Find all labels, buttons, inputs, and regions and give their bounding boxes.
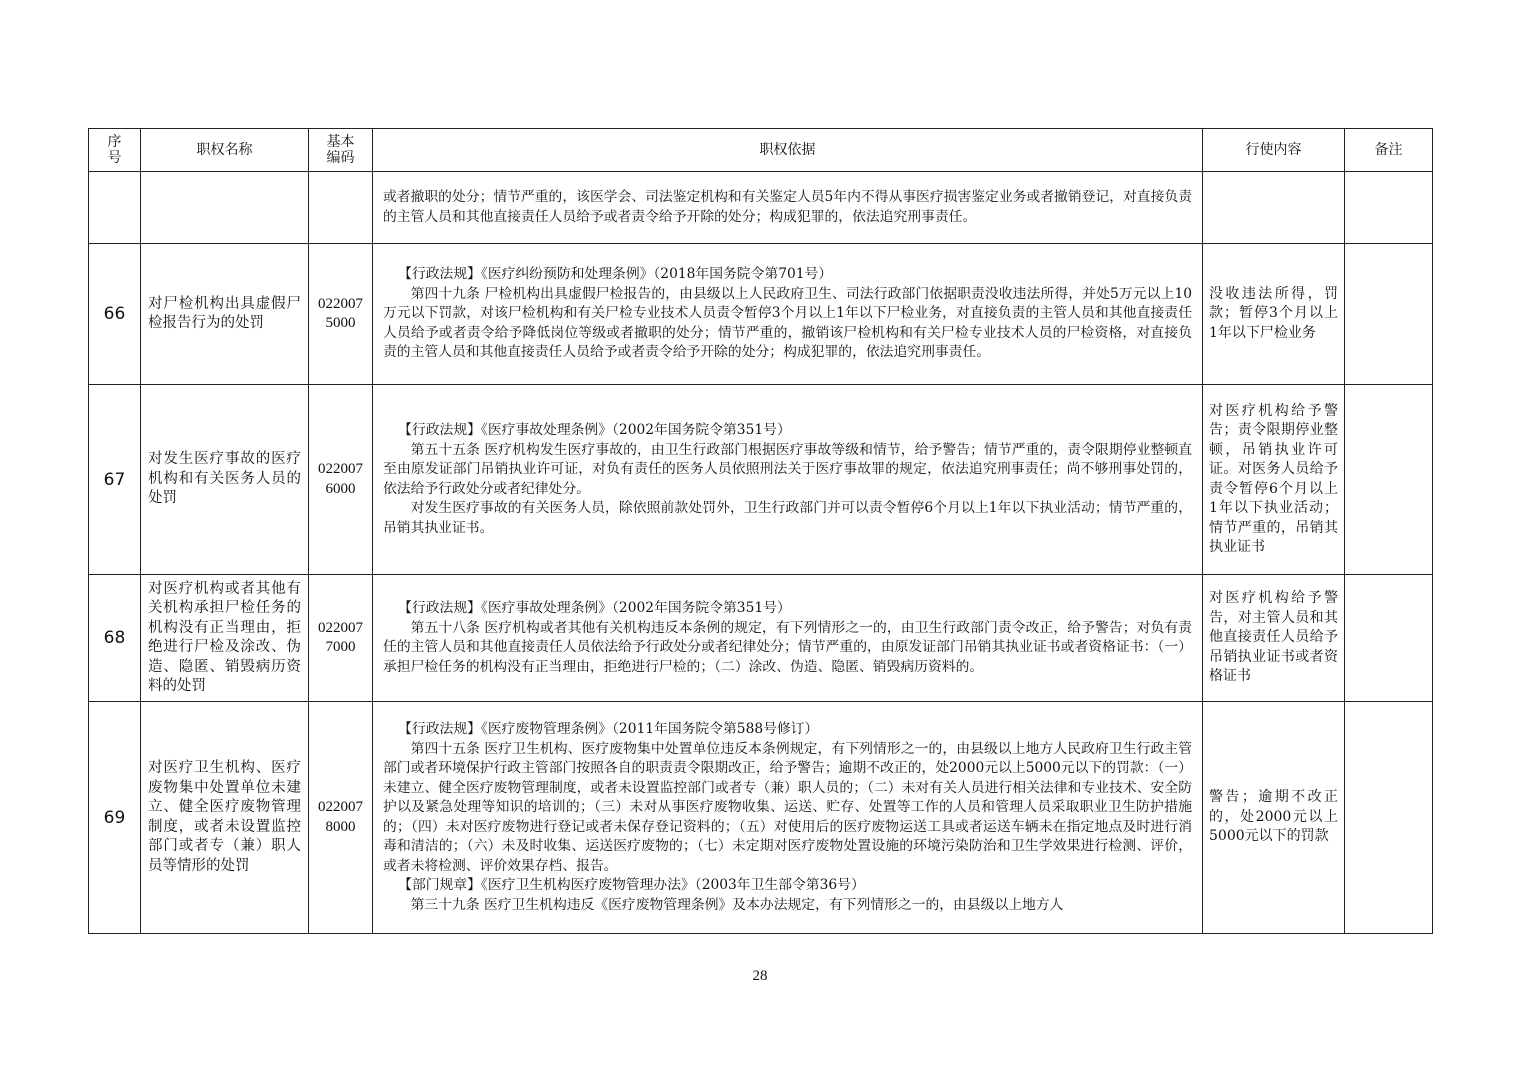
power-list-table [88,128,1433,934]
row-basis: 【行政法规】《医疗事故处理条例》（2002年国务院令第351号） 第五十五条 医疗机构发生医疗事故的，由卫生行政部门根据医疗事故等级和情节，给予警告；情节严重的，责令限期停业整顿直至由原发证部门吊销执业许可证，对负有责任的医务人员依照刑法关于医疗事故罪的规定，依法追究刑事责任；尚不够刑事处罚的，依法给予行政处分或者纪律处分。 对发生医疗事故的有关医务人员，除依照前款处罚外，卫生行政部门并可以责令暂停6个月以上1年以下执业活动；情节严重的，吊销其执业证书。 [373,385,1203,575]
table-row [89,575,1433,702]
table-row [89,385,1433,575]
table-row-continued [89,172,1433,244]
row-code: 0220077000 [309,575,373,702]
row-continued-no [89,172,141,244]
row-content: 对医疗机构给予警告，对主管人员和其他直接责任人员给予吊销执业证书或者资格证书 [1203,575,1345,702]
row-no: 67 [89,385,141,575]
row-continued-code [309,172,373,244]
row-continued-name [141,172,309,244]
row-code: 0220076000 [309,385,373,575]
row-content: 没收违法所得，罚款；暂停3个月以上1年以下尸检业务 [1203,244,1345,385]
row-remark [1345,244,1433,385]
header-name: 职权名称 [141,129,309,172]
row-remark [1345,385,1433,575]
header-basis: 职权依据 [373,129,1203,172]
table-row [89,244,1433,385]
row-basis: 【行政法规】《医疗废物管理条例》（2011年国务院令第588号修订） 第四十五条 医疗卫生机构、医疗废物集中处置单位违反本条例规定，有下列情形之一的，由县级以上地方人民政府卫生行政主管部门或者环境保护行政主管部门按照各自的职责责令限期改正，给予警告；逾期不改正的，处2000元以上5000元以下的罚款：（一）未建立、健全医疗废物管理制度，或者未设置监控部门或者专（兼）职人员的；（二）未对有关人员进行相关法律和专业技术、安全防护以及紧急处理等知识的培训的；（三）未对从事医疗废物收集、运送、贮存、处置等工作的人员和管理人员采取职业卫生防护措施的；（四）未对医疗废物进行登记或者未保存登记资料的；（五）对使用后的医疗废物运送工具或者运送车辆未在指定地点及时进行消毒和清洁的；（六）未及时收集、运送医疗废物的；（七）未定期对医疗废物处置设施的环境污染防治和卫生学效果进行检测、评价，或者未将检测、评价效果存档、报告。 【部门规章】《医疗卫生机构医疗废物管理办法》（2003年卫生部令第36号） 第三十九条 医疗卫生机构违反《医疗废物管理条例》及本办法规定，有下列情形之一的，由县级以上地方人 [373,702,1203,934]
row-code: 0220075000 [309,244,373,385]
row-continued-content [1203,172,1345,244]
row-name: 对发生医疗事故的医疗机构和有关医务人员的处罚 [141,385,309,575]
row-name: 对医疗卫生机构、医疗废物集中处置单位未建立、健全医疗废物管理制度，或者未设置监控部门或者专（兼）职人员等情形的处罚 [141,702,309,934]
row-remark [1345,575,1433,702]
row-no: 69 [89,702,141,934]
row-code: 0220078000 [309,702,373,934]
header-no: 序号 [89,129,141,172]
header-content: 行使内容 [1203,129,1345,172]
header-code: 基本编码 [309,129,373,172]
row-basis: 【行政法规】《医疗纠纷预防和处理条例》（2018年国务院令第701号） 第四十九条 尸检机构出具虚假尸检报告的，由县级以上人民政府卫生、司法行政部门依据职责没收违法所得，并处5万元以上10万元以下罚款，对该尸检机构和有关尸检专业技术人员责令暂停3个月以上1年以下尸检业务，对直接负责的主管人员和其他直接责任人员给予或者责令给予降低岗位等级或者撤职的处分；情节严重的，撤销该尸检机构和有关尸检专业技术人员的尸检资格，对直接负责的主管人员和其他直接责任人员给予或者责令给予开除的处分；构成犯罪的，依法追究刑事责任。 [373,244,1203,385]
row-continued-remark [1345,172,1433,244]
table-header-row [89,129,1433,172]
header-remark: 备注 [1345,129,1433,172]
row-name: 对医疗机构或者其他有关机构承担尸检任务的机构没有正当理由，拒绝进行尸检及涂改、伪造、隐匿、销毁病历资料的处罚 [141,575,309,702]
row-content: 警告；逾期不改正的，处2000元以上5000元以下的罚款 [1203,702,1345,934]
row-no: 66 [89,244,141,385]
row-content: 对医疗机构给予警告；责令限期停业整顿，吊销执业许可证。对医务人员给予责令暂停6个月以上1年以下执业活动；情节严重的，吊销其执业证书 [1203,385,1345,575]
row-remark [1345,702,1433,934]
row-continued-basis: 或者撤职的处分；情节严重的，该医学会、司法鉴定机构和有关鉴定人员5年内不得从事医疗损害鉴定业务或者撤销登记，对直接负责的主管人员和其他直接责任人员给予或者责令给予开除的处分；构成犯罪的，依法追究刑事责任。 [373,172,1203,244]
row-no: 68 [89,575,141,702]
table-row [89,702,1433,934]
row-basis: 【行政法规】《医疗事故处理条例》（2002年国务院令第351号） 第五十八条 医疗机构或者其他有关机构违反本条例的规定，有下列情形之一的，由卫生行政部门责令改正，给予警告；对负有责任的主管人员和其他直接责任人员依法给予行政处分或者纪律处分；情节严重的，由原发证部门吊销其执业证书或者资格证书：（一）承担尸检任务的机构没有正当理由，拒绝进行尸检的；（二）涂改、伪造、隐匿、销毁病历资料的。 [373,575,1203,702]
row-name: 对尸检机构出具虚假尸检报告行为的处罚 [141,244,309,385]
page-number: 28 [752,968,768,984]
